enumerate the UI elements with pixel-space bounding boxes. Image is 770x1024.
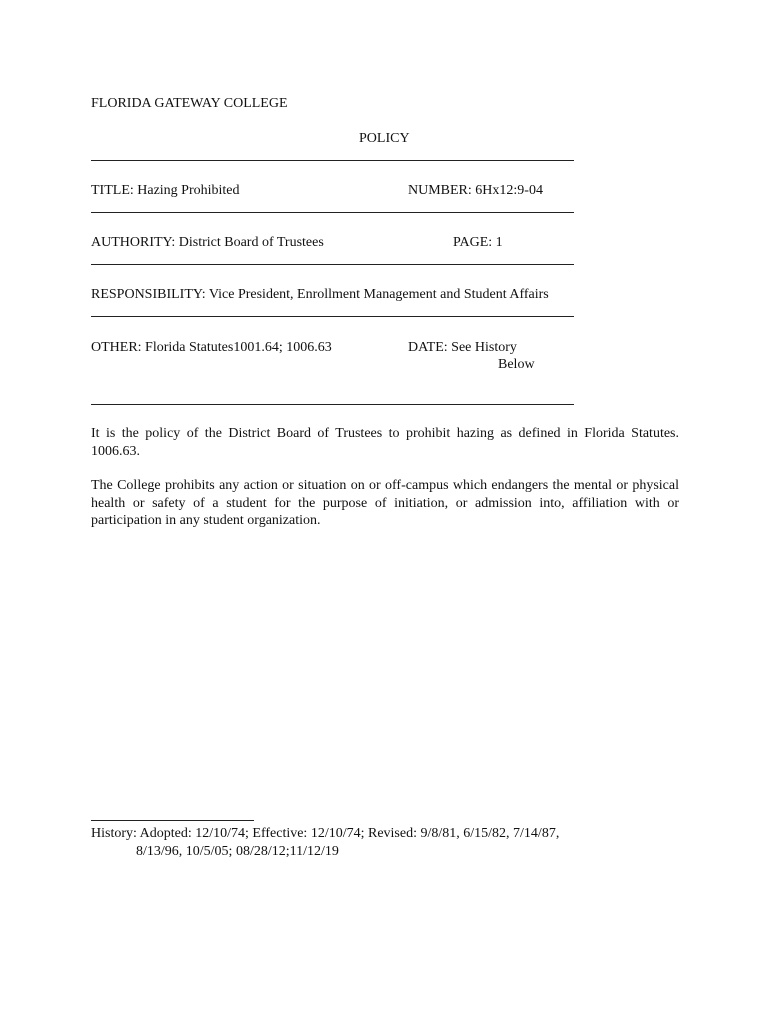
institution-name: FLORIDA GATEWAY COLLEGE (91, 96, 288, 111)
policy-paragraph: It is the policy of the District Board of Trustees to prohibit hazing as defined in Florida Statutes. 1006.63. (91, 426, 679, 459)
date-field: DATE: See History (408, 340, 517, 355)
date-field-continued: Below (498, 357, 535, 372)
divider (91, 212, 574, 213)
policy-paragraph: The College prohibits any action or situation on or off-campus which endangers the mental or physical health or safety of a student for the purpose of initiation, or admission into, affiliation with or participation in any student organization. (91, 478, 679, 528)
policy-number: NUMBER: 6Hx12:9-04 (408, 183, 543, 198)
divider (91, 316, 574, 317)
document-type: POLICY (359, 131, 410, 146)
divider (91, 160, 574, 161)
footnote-divider (91, 820, 254, 821)
history-line-continued: 8/13/96, 10/5/05; 08/28/12;11/12/19 (136, 844, 339, 859)
divider (91, 404, 574, 405)
other-field: OTHER: Florida Statutes1001.64; 1006.63 (91, 340, 332, 355)
divider (91, 264, 574, 265)
authority-field: AUTHORITY: District Board of Trustees (91, 235, 324, 250)
responsibility-field: RESPONSIBILITY: Vice President, Enrollment Management and Student Affairs (91, 287, 549, 302)
history-line: History: Adopted: 12/10/74; Effective: 12/10/74; Revised: 9/8/81, 6/15/82, 7/14/87, (91, 826, 560, 841)
page-number: PAGE: 1 (453, 235, 503, 250)
policy-title: TITLE: Hazing Prohibited (91, 183, 240, 198)
